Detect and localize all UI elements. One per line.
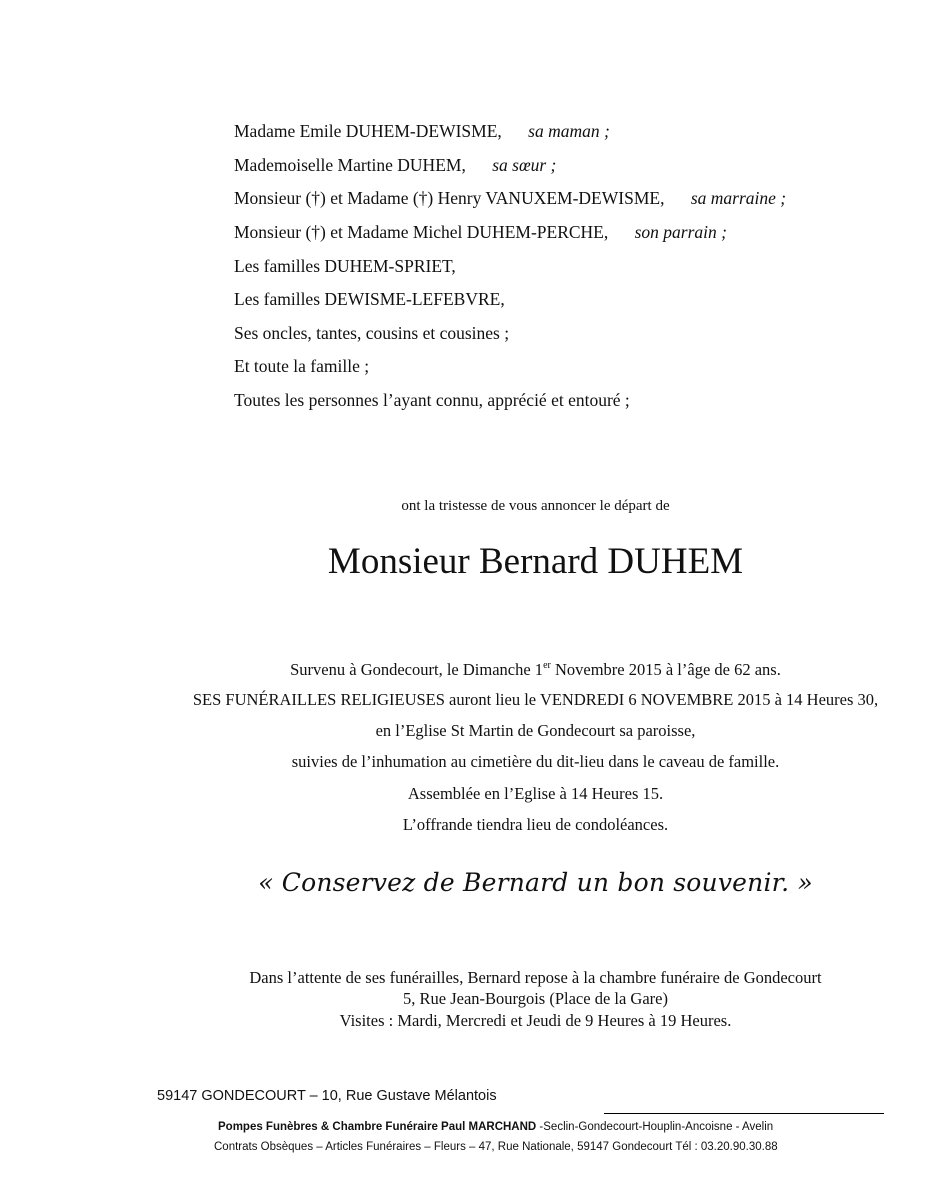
- family-name: Les familles DUHEM-SPRIET,: [234, 256, 456, 276]
- visits-line-3: Visites : Mardi, Mercredi et Jeudi de 9 Heures à 19 Heures.: [339, 1011, 732, 1030]
- family-line-6: [234, 289, 505, 310]
- family-relation: sa maman ;: [528, 121, 610, 141]
- company-name: Pompes Funèbres & Chambre Funéraire Paul MARCHAND: [218, 1121, 537, 1133]
- family-line-9: [234, 390, 630, 411]
- family-name: Monsieur (†) et Madame (†) Henry VANUXEM-DEWISME,: [234, 188, 665, 208]
- death-line-start: Survenu à Gondecourt, le Dimanche 1: [290, 660, 544, 679]
- family-line-2: [234, 155, 556, 176]
- company-locations: -Seclin-Gondecourt-Houplin-Ancoisne - Avelin: [536, 1121, 774, 1133]
- family-line-1: [234, 121, 610, 142]
- announcement-text: ont la tristesse de vous annoncer le départ de: [401, 498, 670, 514]
- footer-divider: [604, 1113, 884, 1114]
- death-line-end: Novembre 2015 à l’âge de 62 ans.: [550, 660, 781, 679]
- death-line: [62, 660, 947, 680]
- family-line-5: [234, 256, 456, 277]
- family-name: Ses oncles, tantes, cousins et cousines ;: [234, 323, 510, 343]
- family-line-4: [234, 222, 727, 243]
- family-name: Monsieur (†) et Madame Michel DUHEM-PERCHE,: [234, 222, 609, 242]
- family-name: Madame Emile DUHEM-DEWISME,: [234, 121, 502, 141]
- footer-services-line: Contrats Obsèques – Articles Funéraires – Fleurs – 47, Rue Nationale, 59147 Gondecourt Tél : 03.20.90.30.88: [214, 1141, 778, 1153]
- family-line-8: [234, 356, 369, 377]
- ceremony-line-2: en l’Eglise St Martin de Gondecourt sa paroisse,: [375, 721, 696, 740]
- family-name: Toutes les personnes l’ayant connu, apprécié et entouré ;: [234, 390, 630, 410]
- footer-company-line: [218, 1121, 773, 1133]
- ceremony-line-5: L’offrande tiendra lieu de condoléances.: [402, 815, 669, 834]
- visits-line-1: Dans l’attente de ses funérailles, Bernard repose à la chambre funéraire de Gondecourt: [249, 968, 822, 987]
- family-relation: son parrain ;: [634, 222, 727, 242]
- visits-line-2: 5, Rue Jean-Bourgois (Place de la Gare): [403, 989, 668, 1008]
- family-relation: sa marraine ;: [690, 188, 787, 208]
- ceremony-line-1: SES FUNÉRAILLES RELIGIEUSES auront lieu le VENDREDI 6 NOVEMBRE 2015 à 14 Heures 30,: [192, 690, 879, 709]
- family-name: Et toute la famille ;: [234, 356, 370, 376]
- memorial-quote: « Conservez de Bernard un bon souvenir. »: [258, 868, 813, 897]
- family-line-7: [234, 323, 509, 344]
- ordinal-superscript: er: [543, 660, 551, 671]
- family-name: Les familles DEWISME-LEFEBVRE,: [234, 289, 505, 309]
- footer-address: 59147 GONDECOURT – 10, Rue Gustave Mélantois: [157, 1088, 497, 1104]
- family-name: Mademoiselle Martine DUHEM,: [234, 155, 466, 175]
- family-line-3: [234, 188, 786, 209]
- ceremony-line-4: Assemblée en l’Eglise à 14 Heures 15.: [407, 784, 664, 803]
- deceased-name: Monsieur Bernard DUHEM: [327, 541, 744, 582]
- ceremony-line-3: suivies de l’inhumation au cimetière du dit-lieu dans le caveau de famille.: [291, 752, 780, 771]
- family-relation: sa sœur ;: [492, 155, 557, 175]
